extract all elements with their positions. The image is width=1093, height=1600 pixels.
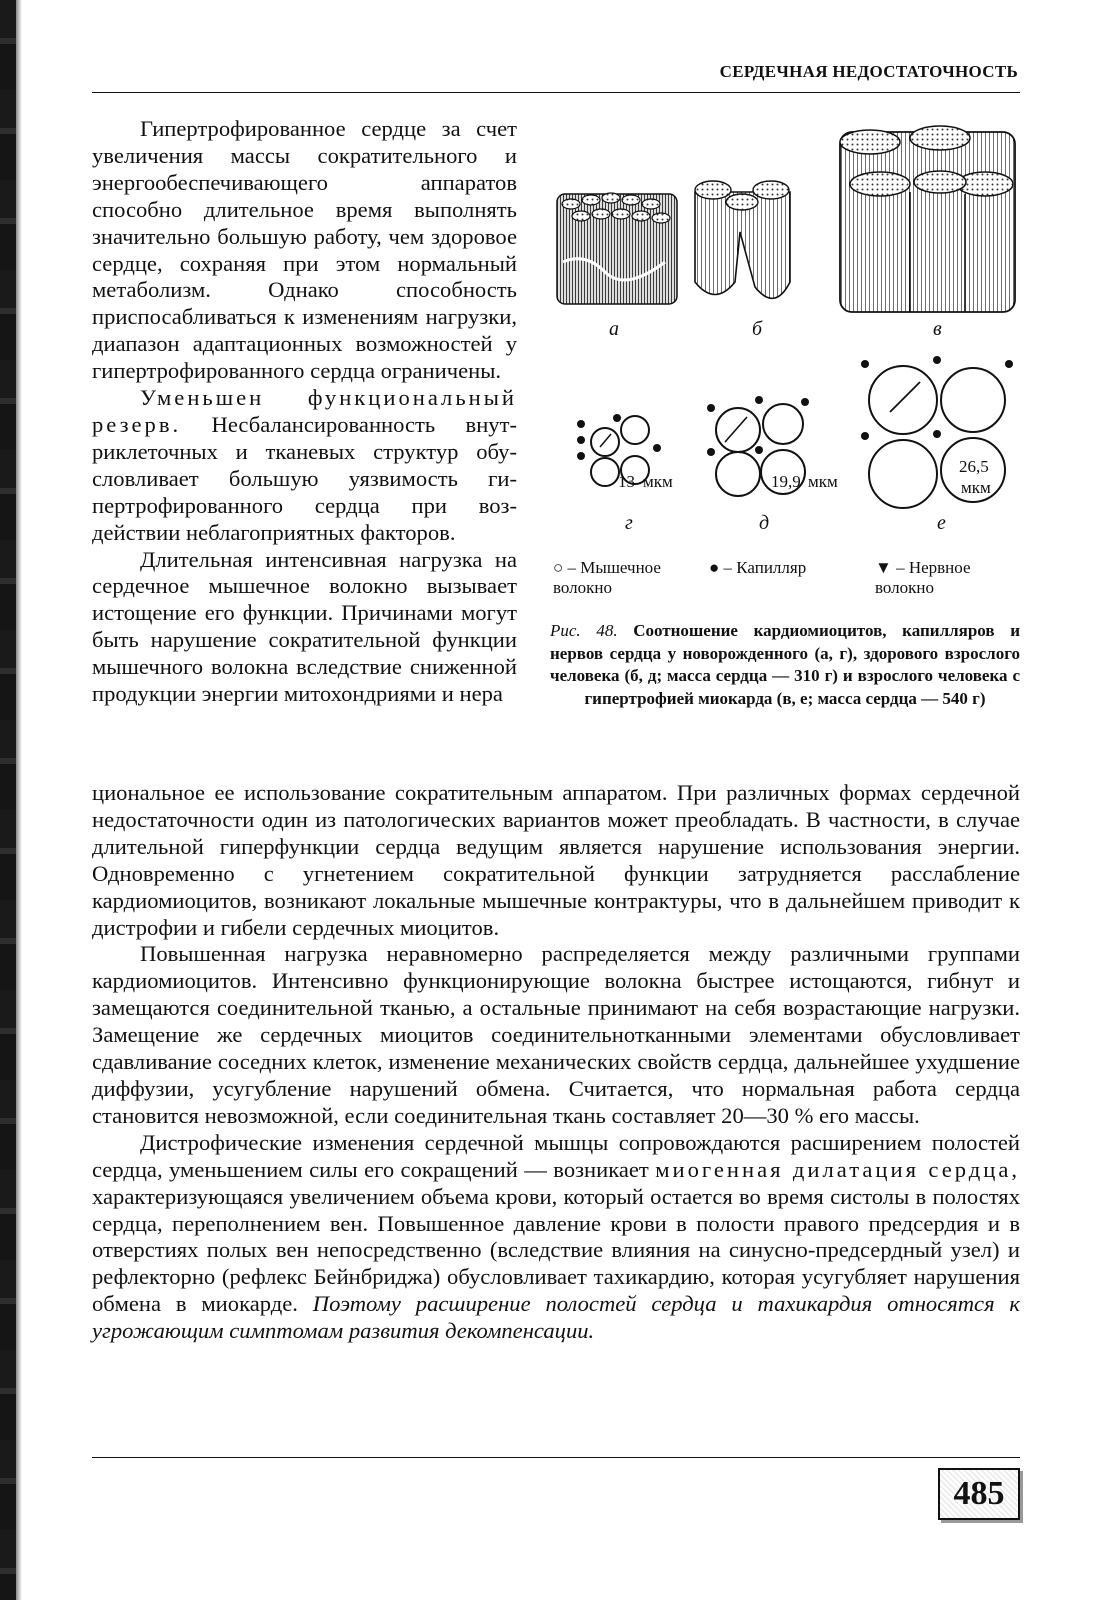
page-number: 485 bbox=[938, 1468, 1020, 1520]
term-myogenic-dilatation: миогенная дилатация сердца, bbox=[655, 1156, 1021, 1182]
panel-label-b: б bbox=[752, 318, 763, 340]
panel-label-g: г bbox=[625, 512, 633, 534]
figure-caption bbox=[550, 620, 1020, 710]
panel-label-e: е bbox=[937, 512, 946, 534]
measure-e-value: 26,5 bbox=[959, 457, 989, 476]
measure-g-value: 13 bbox=[618, 472, 635, 491]
paragraph-1: Гипертрофированное сердце за счет увеличения массы сократительного и энергообеспечивающего аппаратов способно длительное время выполнять значительно большую работу, чем здоровое сердце, сохраняя при этом нормальный метаболизм. Однако способность приспосабливаться к изменениям нагрузки, диапазон адаптационных возможностей у гипертрофированного сердца ограничены. bbox=[92, 116, 517, 384]
left-column-text bbox=[92, 116, 517, 708]
legend-nerve-label: – Нервное волокно bbox=[875, 558, 971, 597]
panel-label-a: а bbox=[609, 318, 619, 340]
paragraph-5 bbox=[92, 1130, 1020, 1345]
full-width-text bbox=[92, 780, 1020, 1345]
triangle-down-icon: ▼ bbox=[875, 558, 892, 577]
panel-label-d: д bbox=[759, 512, 770, 534]
measure-g-unit: мкм bbox=[643, 472, 673, 491]
paragraph-5-start: Дистрофические изменения сердечной мышцы сопровождаются расширением полостей сердца, уменьшением силы его сокращений — возникает bbox=[92, 1129, 1020, 1182]
footer-rule bbox=[92, 1457, 1020, 1458]
term-reduced-reserve: Уменьшен функциональный резерв. bbox=[92, 385, 517, 437]
panel-a-fibers bbox=[557, 193, 677, 304]
paragraph-4: Повышенная нагрузка неравномерно распределяется между различными группами кардиомиоцитов. Интенсивно функционирующие волокна быстрее истощаются, гибнут и замещаются соединительной тканью, а остальные принимают на себя возрастающие нагрузки. Замещение же сердечных миоцитов соединительнотканными элементами обусловливает сдавливание соседних клеток, изменение механических свойств сердца, дальнейшее ухудшение диффузии, усугубление нарушений обмена. Считается, что нормальная работа сердца становится невозможной, если соединительная ткань составляет 20—30 % его массы. bbox=[92, 941, 1020, 1128]
fiber-illustration bbox=[545, 112, 1025, 612]
panel-label-c: в bbox=[933, 318, 942, 340]
legend-muscle-label: – Мышечное волокно bbox=[553, 558, 661, 597]
paragraph-2 bbox=[92, 385, 517, 546]
paragraph-5-italic-conclusion: Поэтому расширение полостей сердца и тахикардия относятся к угрожающим симптомам развития декомпенсации. bbox=[92, 1291, 1020, 1344]
caption-number: Рис. 48. bbox=[550, 621, 618, 640]
panel-b-fibers bbox=[695, 181, 790, 298]
paragraph-5-middle: характеризующаяся увеличением объема крови, который остается во время систолы в полостях сердца, переполнением вен. Повышенное давление крови в полости правого предсердия и в отверстиях полых вен непосредственно (вследствие влияния на синусно-предсердный узел) и рефлекторно (рефлекс Бейнбриджа) обусловливает тахикардию, которая усугубляет нарушения обмена в миокарде. bbox=[92, 1183, 1020, 1317]
legend-capillary-label: – Капилляр bbox=[723, 558, 807, 577]
legend-capillary bbox=[709, 558, 859, 578]
running-head: СЕРДЕЧНАЯ НЕДОСТАТОЧНОСТЬ bbox=[719, 62, 1018, 81]
measure-d-unit: мкм bbox=[808, 472, 838, 491]
paragraph-3-start: Длительная интенсивная нагрузка на сердечное мышечное волокно вызывает истощение его функции. Причинами могут быть нарушение сократительной функции мышечного волокна вследствие сниженной продукции энергии митохондриями и нера bbox=[92, 546, 517, 707]
header-rule bbox=[92, 92, 1020, 93]
paragraph-3-end: циональное ее использование сократительным аппаратом. При различных формах сердечной недостаточности один из патологических вариантов может преобладать. В частности, в случае длительной гиперфункции сердца ведущим является нарушение использования энергии. Одновременно с угнетением сократительной функции затрудняется расслабление кардиомиоцитов, возникают локальные мышечные контрактуры, что в дальнейшем приводит к дистрофии и гибели сердечных миоцитов. bbox=[92, 780, 1020, 940]
figure-48 bbox=[545, 112, 1025, 742]
legend-nerve bbox=[875, 558, 995, 598]
legend-muscle bbox=[553, 558, 693, 598]
caption-text: Соотношение кардиомиоцитов, капилляров и нервов сердца у новорожденного (а, г), здорового взрослого человека (б, д; масса сердца — 310 г) и взрослого человека с гипертрофией миокарда (в, е; масса сердца — 540 г) bbox=[550, 621, 1020, 708]
measure-e-unit: мкм bbox=[961, 478, 991, 497]
paragraph-2-body: Несбалансированность внутриклеточных и тканевых структур обусловливает большую уязвимость гипертрофированного сердца при воздействии неблагоприятных факторов. bbox=[92, 411, 517, 545]
book-binding-edge bbox=[0, 0, 16, 1600]
dot-icon: ● bbox=[709, 558, 720, 577]
panel-c-fibers bbox=[840, 126, 1015, 312]
circle-icon: ○ bbox=[553, 558, 564, 577]
measure-d-value: 19,9 bbox=[771, 472, 801, 491]
